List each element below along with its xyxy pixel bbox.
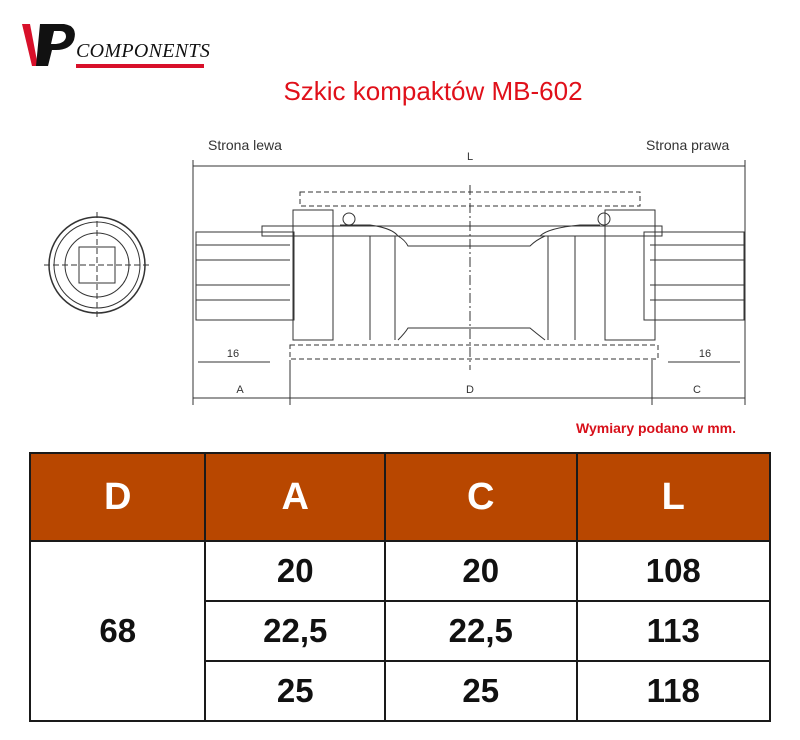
header-c: C xyxy=(385,453,577,541)
header-a: A xyxy=(205,453,385,541)
page-title: Szkic kompaktów MB-602 xyxy=(283,76,583,106)
cell-c: 22,5 xyxy=(385,601,577,661)
cell-l: 113 xyxy=(577,601,771,661)
logo-text: COMPONENTS xyxy=(76,40,211,62)
left-side-label: Strona lewa xyxy=(208,137,282,153)
right-side-label: Strona prawa xyxy=(646,137,730,153)
spline-end-view xyxy=(44,212,150,318)
bracket-side-view xyxy=(193,160,745,405)
cell-d: 68 xyxy=(30,541,205,721)
table-row xyxy=(30,541,770,601)
dim-d: D xyxy=(466,384,474,396)
dim-l: L xyxy=(466,151,474,163)
dim-a: A xyxy=(236,384,244,396)
header-d: D xyxy=(30,453,205,541)
units-note: Wymiary podano w mm. xyxy=(576,420,736,436)
cell-a: 22,5 xyxy=(205,601,385,661)
dim-left-16: 16 xyxy=(226,348,240,360)
dim-right-16: 16 xyxy=(698,348,712,360)
header-l: L xyxy=(577,453,771,541)
cell-l: 118 xyxy=(577,661,771,721)
table-header-row xyxy=(30,453,770,541)
cell-c: 20 xyxy=(385,541,577,601)
dimensions-table xyxy=(29,452,771,722)
cell-c: 25 xyxy=(385,661,577,721)
dim-c: C xyxy=(693,384,701,396)
cell-a: 20 xyxy=(205,541,385,601)
cell-a: 25 xyxy=(205,661,385,721)
cell-l: 108 xyxy=(577,541,771,601)
